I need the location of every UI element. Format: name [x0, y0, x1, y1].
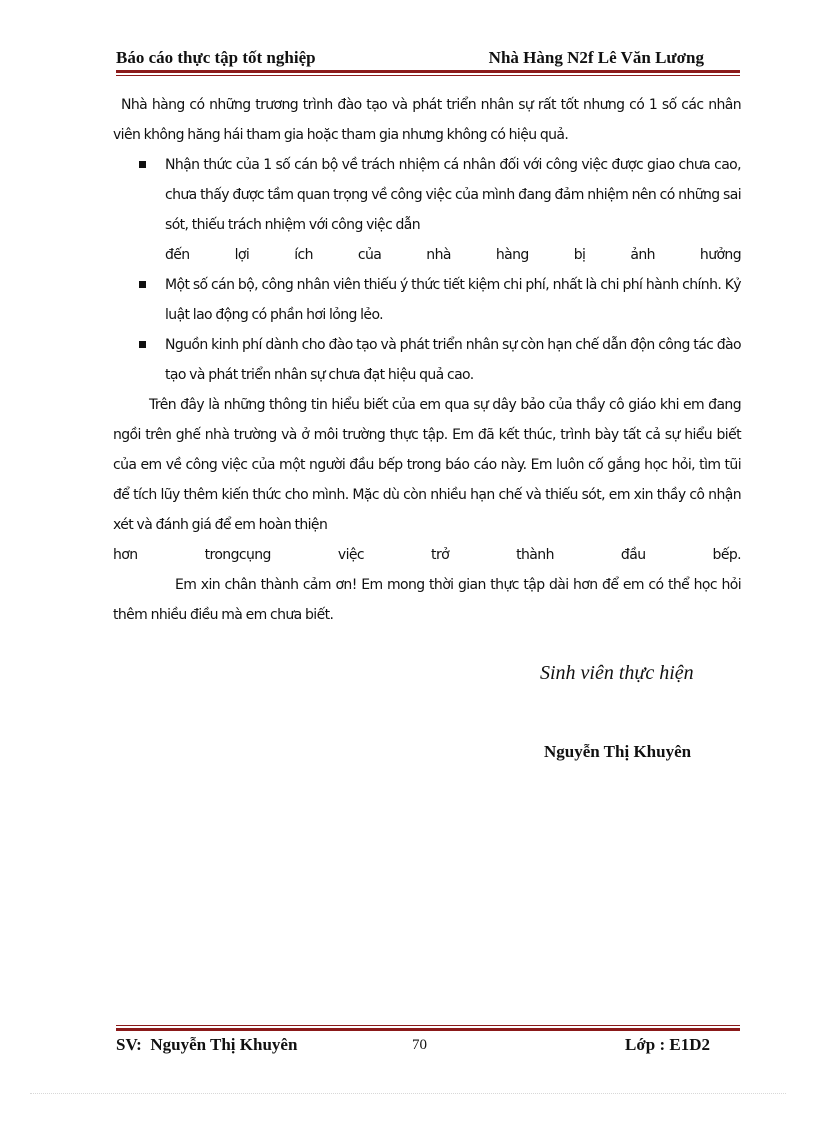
header-rule-thick [116, 70, 740, 73]
page-footer [116, 1035, 740, 1057]
bullet-text: Nguồn kinh phí dành cho đào tạo và phát triển nhân sự còn hạn chế dẫn độn công tác đào tạo và phát triển nhân sự chưa đạt hiệu quả cao. [165, 337, 741, 383]
bullet-square-icon [139, 161, 146, 168]
signature-name: Nguyễn Thị Khuyên [544, 742, 692, 761]
signature-label: Sinh viên thực hiện [540, 662, 694, 684]
document-body [113, 90, 741, 630]
footer-rule-thin [116, 1025, 740, 1026]
student-name: SV: Nguyễn Thị Khuyên [116, 1035, 298, 1054]
bullet-continuation: đến lợi ích của nhà hàng bị ảnh hưởng [165, 247, 741, 263]
report-title: Báo cáo thực tập tốt nghiệp [116, 48, 316, 67]
header-rule-thin [116, 75, 740, 76]
footer-rule-thick [116, 1028, 740, 1031]
thanks-paragraph: Em xin chân thành cảm ơn! Em mong thời gian thực tập dài hơn để em có thể học hỏi thêm nhiều điều mà em chưa biết. [113, 577, 741, 623]
intro-paragraph: Nhà hàng có những trương trình đào tạo và phát triển nhân sự rất tốt nhưng có 1 số các nhân viên không hăng hái tham gia hoặc tham gia nhưng không có hiệu quả. [113, 97, 741, 143]
bullet-square-icon [139, 281, 146, 288]
conclusion-paragraph-tail: hơn trongcụng việc trở thành đầu bếp. [113, 547, 741, 563]
conclusion-paragraph: Trên đây là những thông tin hiểu biết của em qua sự dây bảo của thầy cô giáo khi em đang ngồi trên ghế nhà trường và ở môi trường thực tập. Em đã kết thúc, trình bày tất cả sự hiểu biết của em về công việc của một người đầu bếp trong báo cáo này. Em luôn cố gắng học hỏi, tìm tũi để tích lũy thêm kiến thức cho mình. Mặc dù còn nhiều hạn chế và thiếu sót, em xin thầy cô nhận xét và đánh giá để em hoàn thiện [113, 397, 741, 533]
bullet-text: Một số cán bộ, công nhân viên thiếu ý thức tiết kiệm chi phí, nhất là chi phí hành chính. Kỷ luật lao động có phần hơi lỏng lẻo. [165, 277, 741, 323]
page-header [116, 48, 740, 68]
class-code: Lớp : E1D2 [625, 1035, 710, 1054]
page-number: 70 [412, 1037, 427, 1053]
bullet-item [113, 150, 741, 240]
bullet-square-icon [139, 341, 146, 348]
bullet-item [113, 270, 741, 330]
restaurant-name: Nhà Hàng N2f Lê Văn Lương [488, 48, 704, 67]
bullet-text: Nhận thức của 1 số cán bộ về trách nhiệm cá nhân đối với công việc được giao chưa cao, chưa thấy được tầm quan trọng về công việc của mình đang đảm nhiệm nên có những sai sót, thiếu trách nhiệm với công việc dẫn [165, 157, 741, 233]
page-edge-divider [30, 1093, 786, 1094]
bullet-item [113, 330, 741, 390]
